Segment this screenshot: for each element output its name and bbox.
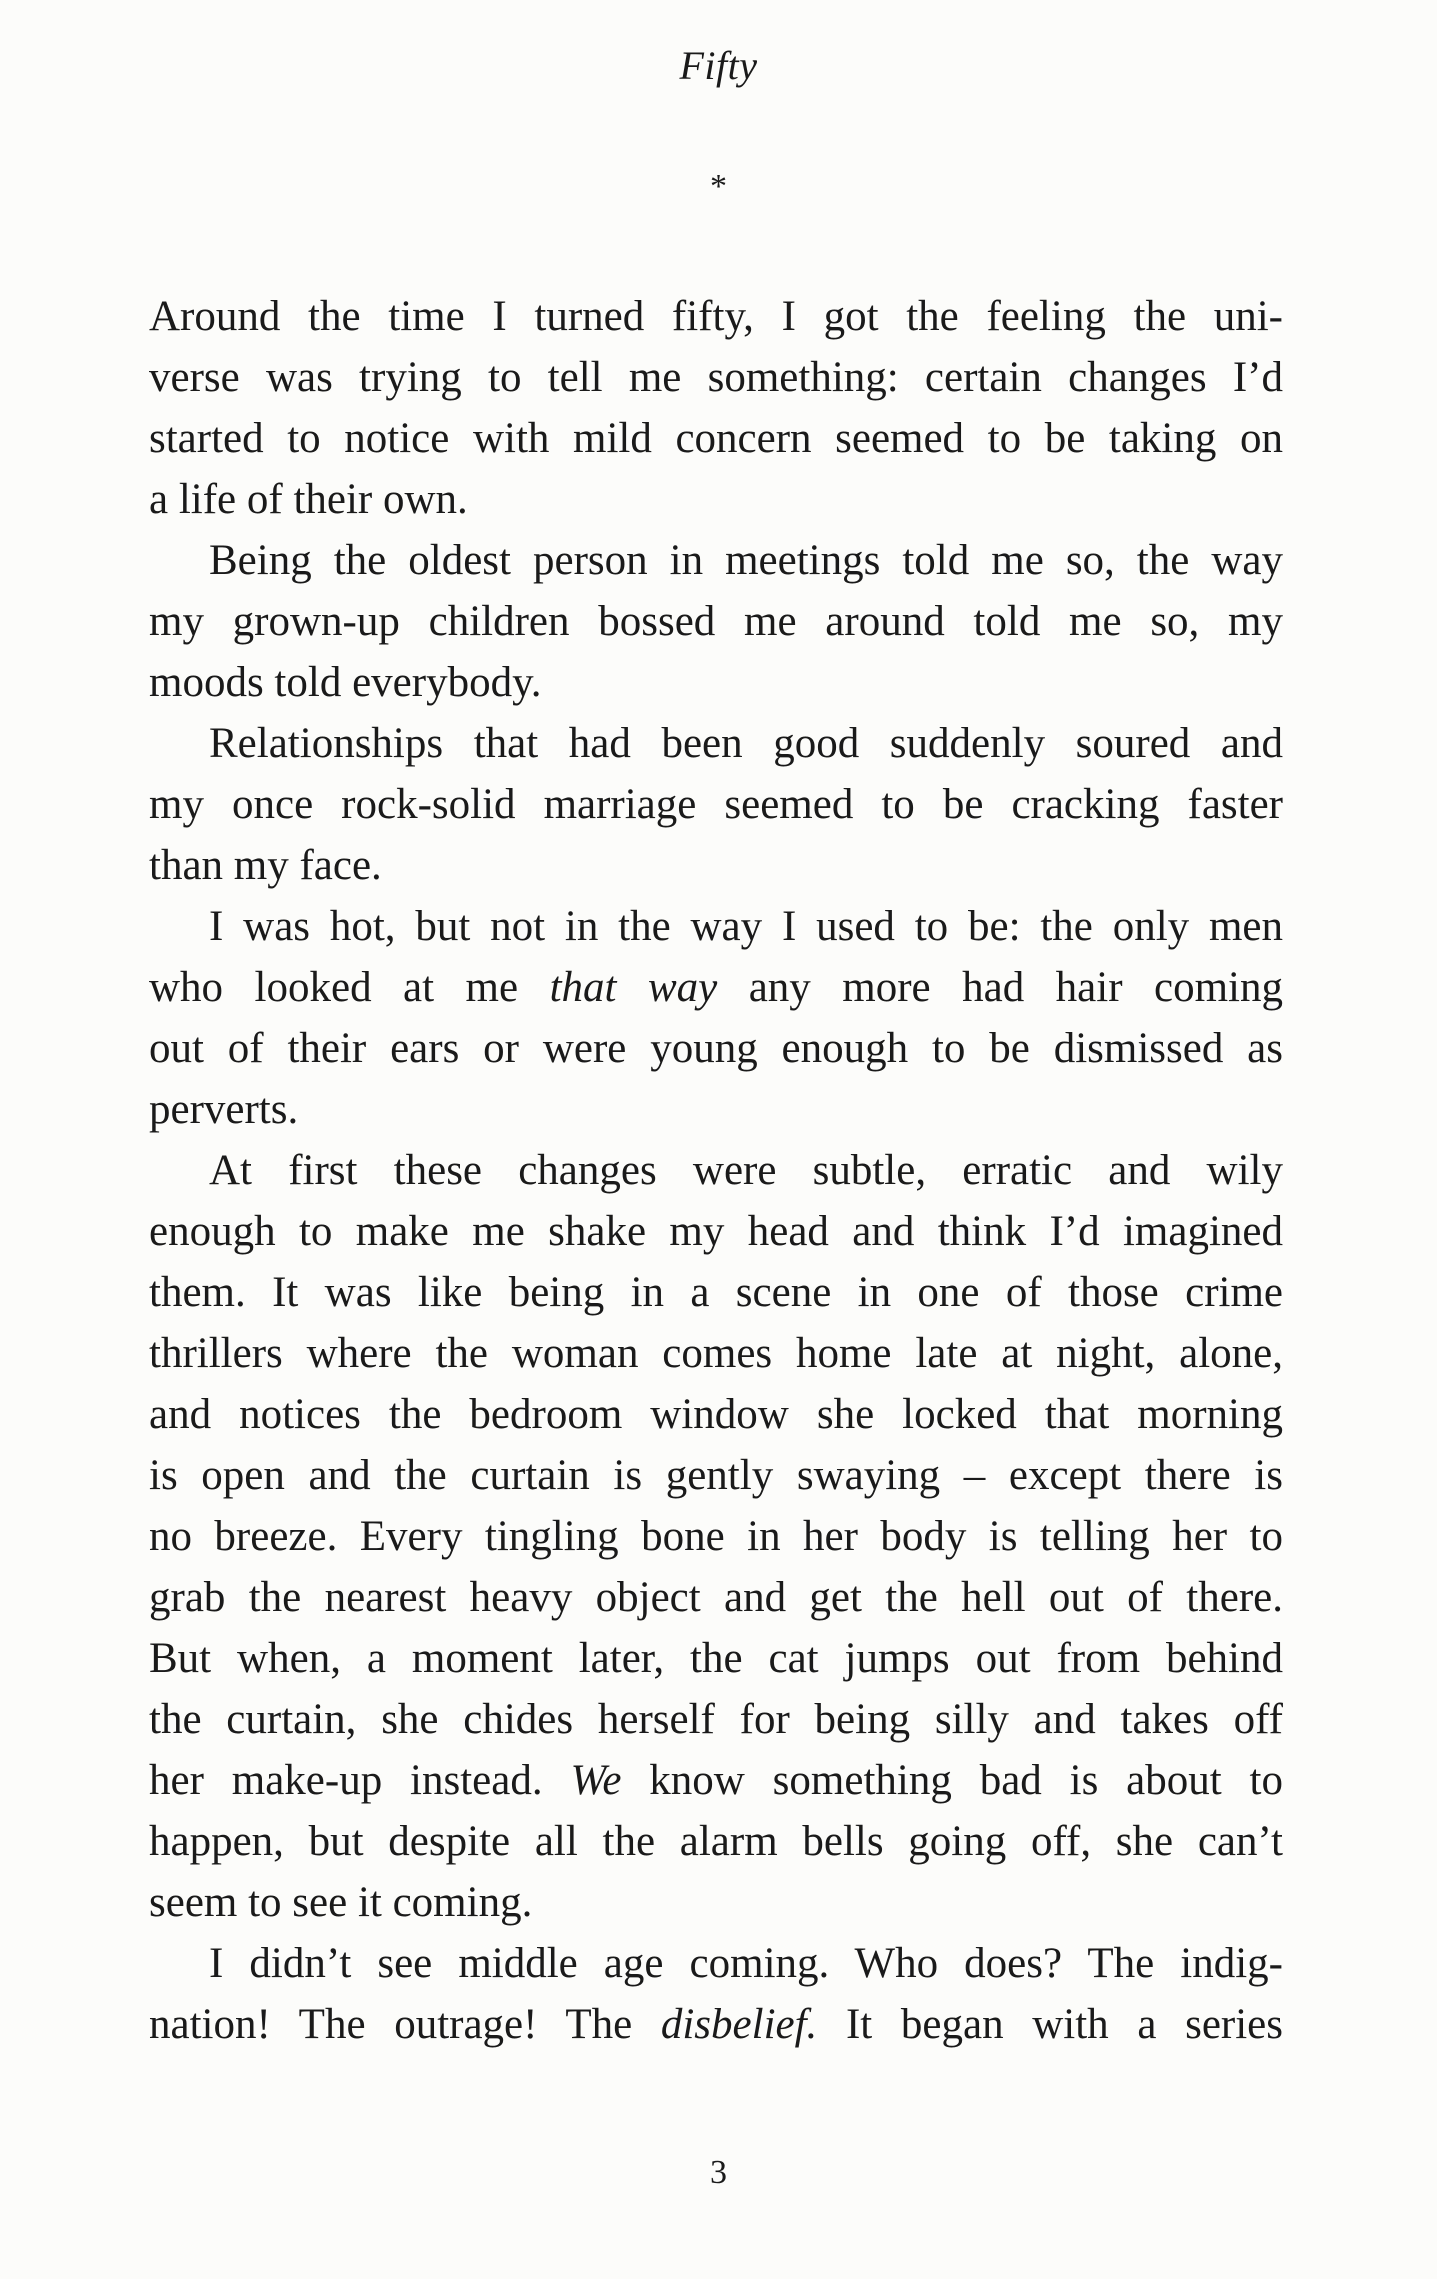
- text-line: [149, 1689, 1283, 1750]
- text-run: I didn’t see middle age coming. Who does? The indig-: [209, 1940, 1283, 1987]
- text-run: grab the nearest heavy object and get the hell out of there.: [149, 1574, 1283, 1621]
- text-run: no breeze. Every tingling bone in her body is telling her to: [149, 1513, 1283, 1560]
- paragraph: [149, 713, 1283, 896]
- text-line: moods told everybody.: [149, 659, 542, 706]
- text-line: a life of their own.: [149, 476, 468, 523]
- text-line: [149, 1567, 1283, 1628]
- text-run: enough to make me shake my head and think I’d imagined: [149, 1208, 1283, 1255]
- text-line: [149, 957, 1283, 1018]
- text-line: [149, 1811, 1283, 1872]
- text-line: [149, 1933, 1283, 1994]
- text-run: her make-up instead.: [149, 1757, 571, 1804]
- text-line: [149, 1018, 1283, 1079]
- text-run: perverts.: [149, 1086, 299, 1133]
- text-line: [149, 1628, 1283, 1689]
- text-line: Being the oldest person in meetings told me so, the way: [209, 537, 1283, 584]
- text-line: my grown-up children bossed me around told me so, my: [149, 598, 1283, 645]
- text-run: At first these changes were subtle, erratic and wily: [209, 1147, 1283, 1194]
- text-run: the curtain, she chides herself for being silly and takes off: [149, 1696, 1283, 1743]
- text-line: Around the time I turned fifty, I got the feeling the uni-: [149, 293, 1283, 340]
- text-run: seem to see it coming.: [149, 1879, 533, 1926]
- page-number: 3: [710, 2154, 727, 2191]
- emphasis-text: We: [570, 1757, 622, 1804]
- text-line: than my face.: [149, 842, 382, 889]
- text-run: out of their ears or were young enough to be dismissed as: [149, 1025, 1283, 1072]
- text-line: [149, 1323, 1283, 1384]
- text-line: [149, 1994, 1283, 2055]
- text-line: [149, 1506, 1283, 1567]
- text-line: [149, 1079, 1283, 1140]
- text-run: them. It was like being in a scene in one of those crime: [149, 1269, 1283, 1316]
- body-text: [149, 286, 1283, 2055]
- text-line: started to notice with mild concern seemed to be taking on: [149, 415, 1283, 462]
- section-ornament: *: [710, 168, 727, 205]
- text-run: I was hot, but not in the way I used to be: the only men: [209, 903, 1283, 950]
- text-line: [149, 1872, 1283, 1933]
- text-run: thrillers where the woman comes home late at night, alone,: [149, 1330, 1283, 1377]
- chapter-title: Fifty: [679, 43, 758, 88]
- paragraph: [149, 1140, 1283, 1933]
- paragraph: [149, 286, 1283, 530]
- text-line: [149, 896, 1283, 957]
- text-line: Relationships that had been good suddenly soured and: [209, 720, 1283, 767]
- text-line: [149, 1262, 1283, 1323]
- text-run: and notices the bedroom window she locked that morning: [149, 1391, 1283, 1438]
- text-line: verse was trying to tell me something: certain changes I’d: [149, 354, 1283, 401]
- paragraph: [149, 1933, 1283, 2055]
- text-run: nation! The outrage! The: [149, 2001, 661, 2048]
- text-line: [149, 1140, 1283, 1201]
- text-line: [149, 1445, 1283, 1506]
- text-line: my once rock-solid marriage seemed to be cracking faster: [149, 781, 1283, 828]
- emphasis-text: disbelief.: [660, 2001, 818, 2048]
- text-run: It began with a series: [817, 2001, 1283, 2048]
- text-run: happen, but despite all the alarm bells going off, she can’t: [149, 1818, 1283, 1865]
- text-line: [149, 1201, 1283, 1262]
- text-run: is open and the curtain is gently swaying – except there is: [149, 1452, 1283, 1499]
- text-run: any more had hair coming: [717, 964, 1283, 1011]
- text-line: [149, 1384, 1283, 1445]
- emphasis-text: that way: [549, 964, 718, 1011]
- text-run: But when, a moment later, the cat jumps out from behind: [149, 1635, 1283, 1682]
- paragraph: [149, 896, 1283, 1140]
- text-run: know something bad is about to: [621, 1757, 1283, 1804]
- paragraph: [149, 530, 1283, 713]
- text-line: [149, 1750, 1283, 1811]
- text-run: who looked at me: [149, 964, 550, 1011]
